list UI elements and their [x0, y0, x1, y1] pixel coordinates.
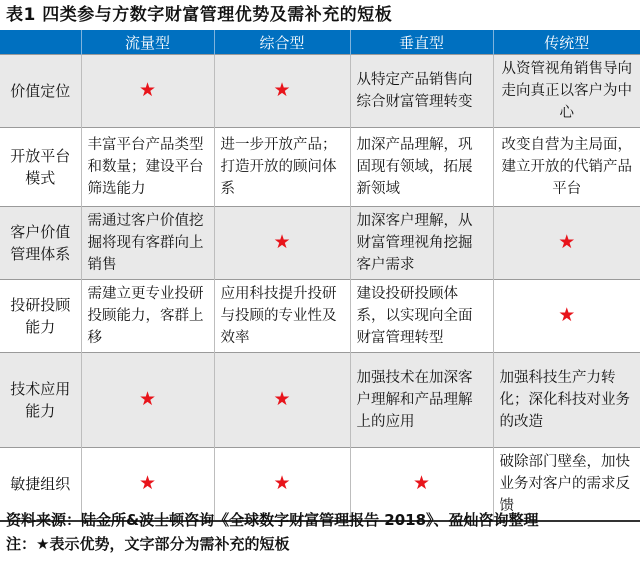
- table-cell: 需通过客户价值挖掘将现有客群向上销售: [81, 207, 214, 280]
- header-corner: [0, 30, 81, 55]
- advantage-star-icon: ★: [558, 231, 576, 253]
- table-cell: 从资管视角销售导向走向真正以客户为中心: [493, 55, 640, 128]
- table-cell: 加强科技生产力转化；深化科技对业务的改造: [493, 353, 640, 448]
- table-row: [0, 207, 640, 280]
- advantage-star-icon: ★: [273, 231, 291, 253]
- table-cell: [81, 55, 214, 128]
- table-cell: [214, 353, 350, 448]
- table-cell: [214, 207, 350, 280]
- table-cell: 应用科技提升投研与投顾的专业性及效率: [214, 280, 350, 353]
- table-cell: [493, 280, 640, 353]
- advantage-star-icon: ★: [273, 472, 291, 494]
- row-label: 价值定位: [0, 55, 81, 128]
- table-row: [0, 128, 640, 207]
- table-cell: 进一步开放产品；打造开放的顾问体系: [214, 128, 350, 207]
- table-title: 表1 四类参与方数字财富管理优势及需补充的短板: [6, 5, 393, 25]
- advantage-star-icon: ★: [273, 388, 291, 410]
- advantage-star-icon: ★: [138, 388, 157, 410]
- row-label: 投研投顾能力: [0, 280, 81, 353]
- table-cell: [493, 207, 640, 280]
- advantage-star-icon: ★: [273, 79, 291, 101]
- table-cell: 丰富平台产品类型和数量；建设平台筛选能力: [81, 128, 214, 207]
- row-label: 敏捷组织: [0, 448, 81, 521]
- row-label: 开放平台模式: [0, 128, 81, 207]
- table-row: [0, 280, 640, 353]
- table-cell: [81, 353, 214, 448]
- header-comprehensive-type: 综合型: [214, 30, 350, 55]
- table-cell: 从特定产品销售向综合财富管理转变: [350, 55, 493, 128]
- source-note: 资料来源：陆金所&波士顿咨询《全球数字财富管理报告 2018》、盈灿咨询整理: [6, 511, 539, 529]
- table-row: [0, 55, 640, 128]
- row-label: 客户价值管理体系: [0, 207, 81, 280]
- table-cell: 需建立更专业投研投顾能力，客群上移: [81, 280, 214, 353]
- table-cell: 建设投研投顾体系，以实现向全面财富管理转型: [350, 280, 493, 353]
- table-cell: 改变自营为主局面，建立开放的代销产品平台: [493, 128, 640, 207]
- table-cell: 加强技术在加深客户理解和产品理解上的应用: [350, 353, 493, 448]
- legend-note: 注：★表示优势，文字部分为需补充的短板: [6, 535, 290, 553]
- advantage-star-icon: ★: [558, 304, 576, 326]
- comparison-table-container: [0, 30, 640, 522]
- header-traditional-type: 传统型: [493, 30, 640, 55]
- table-cell: 加深客户理解，从财富管理视角挖掘客户需求: [350, 207, 493, 280]
- table-cell: 破除部门壁垒，加快业务对客户的需求反馈: [493, 448, 640, 521]
- table-row: [0, 353, 640, 448]
- comparison-table: [0, 30, 640, 520]
- header-vertical-type: 垂直型: [350, 30, 493, 55]
- table-header-row: [0, 30, 640, 55]
- advantage-star-icon: ★: [138, 79, 157, 101]
- row-label: 技术应用能力: [0, 353, 81, 448]
- table-cell: 加深产品理解，巩固现有领域，拓展新领域: [350, 128, 493, 207]
- header-traffic-type: 流量型: [81, 30, 214, 55]
- table-cell: [214, 55, 350, 128]
- advantage-star-icon: ★: [412, 472, 431, 494]
- advantage-star-icon: ★: [138, 472, 157, 494]
